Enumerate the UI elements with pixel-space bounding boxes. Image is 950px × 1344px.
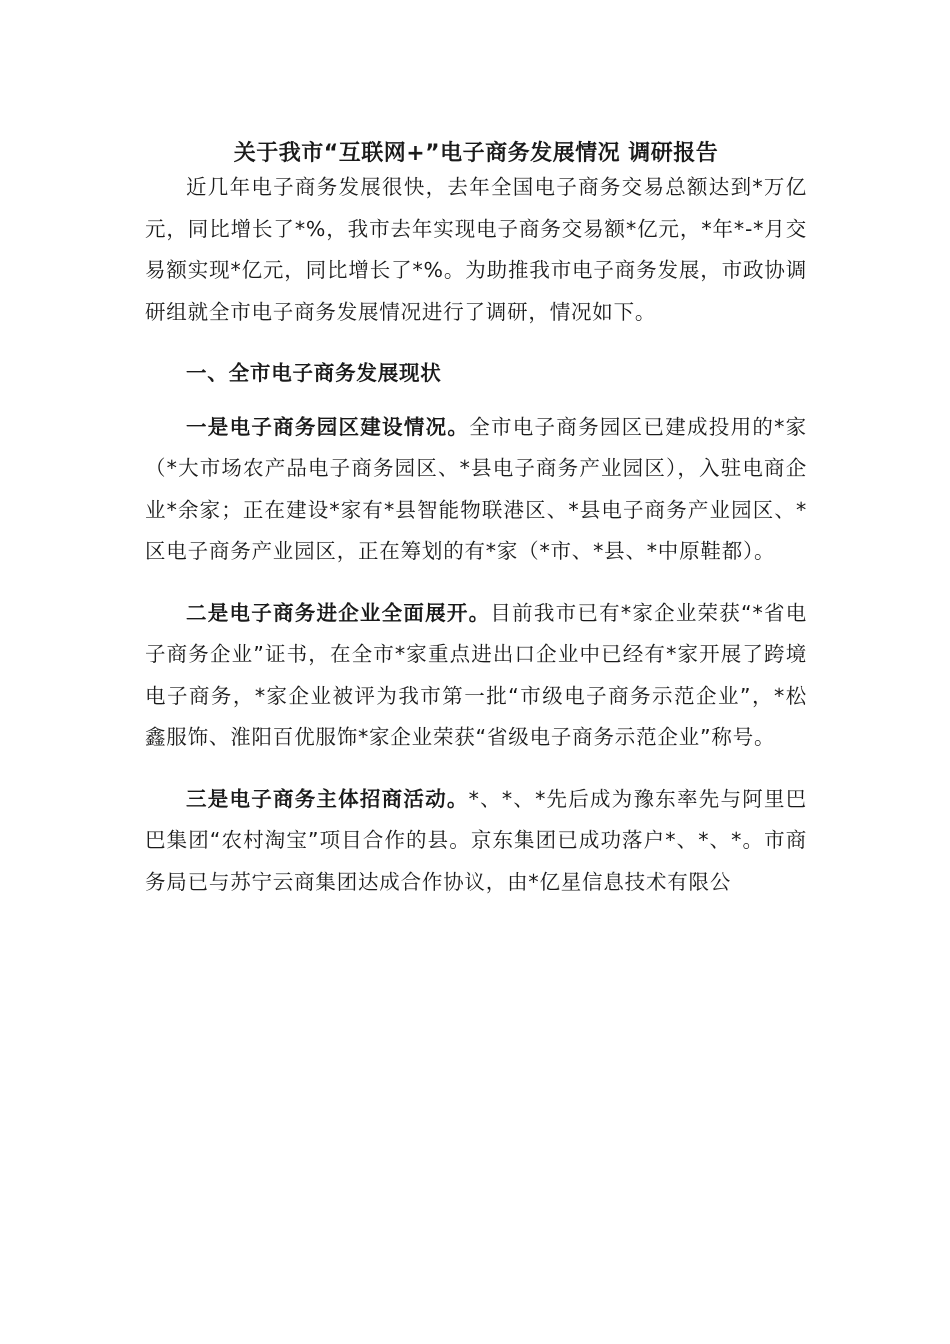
item-lead-2: 二是电子商务进企业全面展开。 xyxy=(186,600,491,625)
intro-paragraph: 近几年电子商务发展很快，去年全国电子商务交易总额达到*万亿元，同比增长了*%，我市去年实现电子商务交易额*亿元，*年*-*月交易额实现*亿元，同比增长了*%。为助推我市电子商务发展，市政协调研组就全市电子商务发展情况进行了调研，情况如下。 xyxy=(145,175,807,324)
item-paragraph-1 xyxy=(145,407,807,573)
item-text-3: *、*、*先后成为豫东率先与阿里巴巴集团“农村淘宝”项目合作的县。京东集团已成功落户*、*、*。市商务局已与苏宁云商集团达成合作协议，由*亿星信息技术有限公 xyxy=(145,786,807,894)
item-text-1: 全市电子商务园区已建成投用的*家（*大市场农产品电子商务园区、*县电子商务产业园区），入驻电商企业*余家；正在建设*家有*县智能物联港区、*县电子商务产业园区、*区电子商务产业园区，正在筹划的有*家（*市、*县、*中原鞋都）。 xyxy=(145,414,807,563)
item-paragraph-3 xyxy=(145,779,807,904)
document-body xyxy=(145,167,807,903)
item-text-2: 目前我市已有*家企业荣获“*省电子商务企业”证书，在全市*家重点进出口企业中已经有*家开展了跨境电子商务，*家企业被评为我市第一批“市级电子商务示范企业”，*松鑫服饰、淮阳百优服饰*家企业荣获“省级电子商务示范企业”称号。 xyxy=(145,600,807,749)
item-paragraph-2 xyxy=(145,593,807,759)
section-heading: 一、全市电子商务发展现状 xyxy=(186,361,442,385)
item-lead-1: 一是电子商务园区建设情况。 xyxy=(186,414,470,439)
document-title: 关于我市“互联网+”电子商务发展情况 调研报告 xyxy=(233,141,719,166)
item-lead-3: 三是电子商务主体招商活动。 xyxy=(186,786,469,811)
